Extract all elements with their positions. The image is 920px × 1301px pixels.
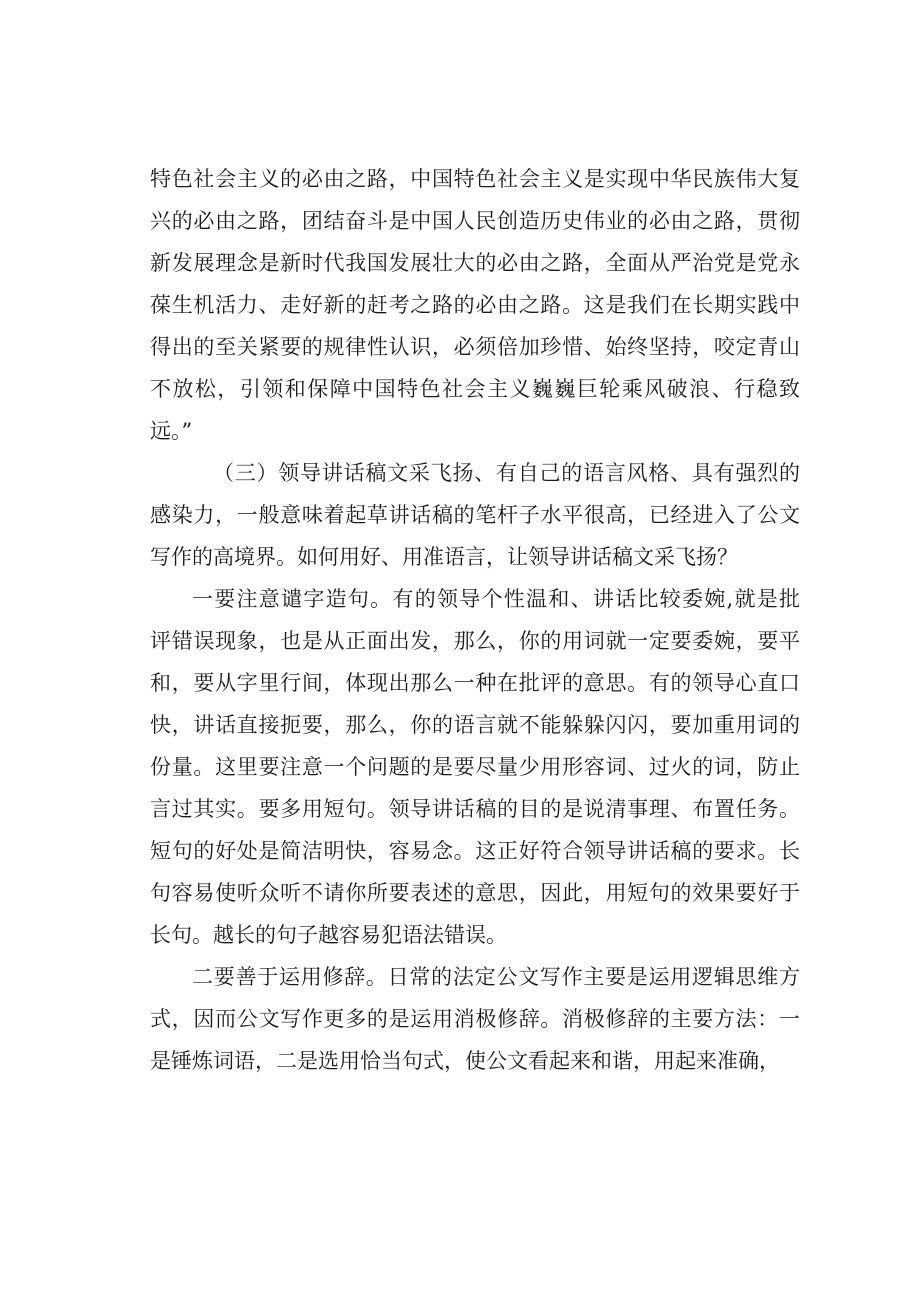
text-line: 句容易使听众听不请你所要表述的意思，因此，用短句的效果要好于 — [150, 881, 800, 905]
text-line: 言过其实。要多用短句。领导讲话稿的目的是说清事理、布置任务。 — [150, 797, 800, 821]
text-line: 得出的至关紧要的规律性认识，必须倍加珍惜、始终坚持，咬定青山 — [150, 335, 800, 359]
text-line: 快，讲话直接扼要，那么，你的语言就不能躲躲闪闪，要加重用词的 — [150, 713, 800, 737]
text-line: 二要善于运用修辞。日常的法定公文写作主要是运用逻辑思维方 — [192, 965, 800, 989]
text-line: 和，要从字里行间，体现出那么一种在批评的意思。有的领导心直口 — [150, 671, 800, 695]
text-line: 评错误现象，也是从正面出发，那么，你的用词就一定要委婉，要平 — [150, 629, 800, 653]
text-line: 兴的必由之路，团结奋斗是中国人民创造历史伟业的必由之路，贯彻 — [150, 209, 800, 233]
text-line: 短句的好处是简洁明快，容易念。这正好符合领导讲话稿的要求。长 — [150, 839, 800, 863]
text-line: 新发展理念是新时代我国发展壮大的必由之路，全面从严治党是党永 — [150, 251, 800, 275]
text-line: 式，因而公文写作更多的是运用消极修辞。消极修辞的主要方法：一 — [150, 1007, 800, 1031]
text-line: 远。” — [150, 419, 193, 443]
text-line: 一要注意谴字造句。有的领导个性温和、讲话比较委婉,就是批 — [192, 587, 800, 611]
text-line: 特色社会主义的必由之路，中国特色社会主义是实现中华民族伟大复 — [150, 167, 800, 191]
text-line: 感染力，一般意味着起草讲话稿的笔杆子水平很高，已经进入了公文 — [150, 503, 800, 527]
text-line: 不放松，引领和保障中国特色社会主义巍巍巨轮乘风破浪、行稳致 — [150, 377, 800, 401]
text-line: 葆生机活力、走好新的赶考之路的必由之路。这是我们在长期实践中 — [150, 293, 800, 317]
paragraph — [150, 956, 800, 1082]
document-body — [150, 158, 800, 1082]
text-line: 是锤炼词语，二是选用恰当句式，使公文看起来和谐，用起来准确， — [150, 1049, 780, 1073]
text-line: （三）领导讲话稿文采飞扬、有自己的语言风格、具有强烈的 — [213, 461, 800, 485]
text-line: 份量。这里要注意一个问题的是要尽量少用形容词、过火的词，防止 — [150, 755, 800, 779]
text-line: 长句。越长的句子越容易犯语法错误。 — [150, 923, 507, 947]
paragraph — [150, 452, 800, 578]
paragraph — [150, 158, 800, 452]
text-line: 写作的高境界。如何用好、用准语言，让领导讲话稿文采飞扬？ — [150, 545, 738, 569]
paragraph — [150, 578, 800, 956]
